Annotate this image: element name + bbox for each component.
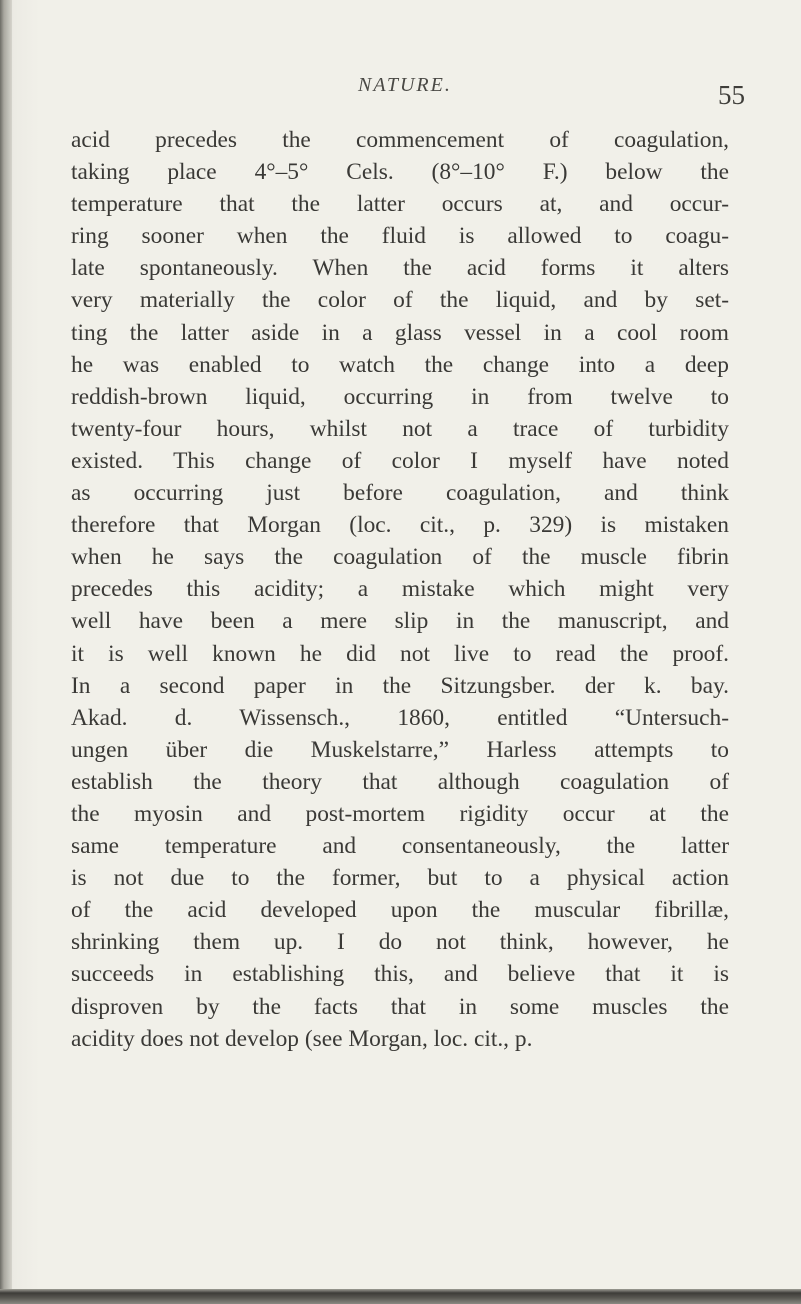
text-line: acid precedes the commencement of coagulation, (71, 127, 729, 153)
text-line: acidity does not develop (see Morgan, loc. cit., p. (71, 1025, 533, 1052)
text-line: ungen über die Muskelstarre,” Harless attempts to (71, 736, 729, 763)
text-line: it is well known he did not live to read the proof. (71, 640, 729, 667)
text-line: In a second paper in the Sitzungsber. der k. bay. (71, 672, 729, 699)
text-line: is not due to the former, but to a physical action (71, 865, 729, 892)
text-line: well have been a mere slip in the manuscript, and (71, 608, 729, 635)
text-line: temperature that the latter occurs at, and occur- (71, 191, 729, 218)
text-line: reddish-brown liquid, occurring in from twelve to (71, 383, 729, 410)
text-line: precedes this acidity; a mistake which might very (71, 576, 729, 603)
text-line: existed. This change of color I myself have noted (71, 447, 729, 474)
text-line: twenty-four hours, whilst not a trace of turbidity (71, 415, 729, 442)
text-line: ring sooner when the fluid is allowed to coagu- (71, 223, 729, 250)
text-line: when he says the coagulation of the muscle fibrin (71, 544, 729, 571)
running-title: NATURE. (358, 74, 452, 96)
page-number: 55 (718, 80, 745, 110)
text-line: therefore that Morgan (loc. cit., p. 329) is mistaken (71, 512, 729, 539)
page-header (0, 74, 801, 114)
text-line: establish the theory that although coagulation of (71, 768, 729, 795)
text-line: taking place 4°–5° Cels. (8°–10° F.) below the (71, 159, 729, 186)
text-line: Akad. d. Wissensch., 1860, entitled “Untersuch- (71, 704, 729, 731)
text-line: the myosin and post-mortem rigidity occur at the (71, 800, 729, 827)
book-spine-shadow (0, 0, 12, 1304)
text-line: he was enabled to watch the change into a deep (71, 351, 729, 378)
text-line: succeeds in establishing this, and believe that it is (71, 961, 729, 988)
text-line: ting the latter aside in a glass vessel in a cool room (71, 319, 729, 346)
page-bottom-edge (0, 1289, 801, 1304)
text-line: late spontaneously. When the acid forms it alters (71, 255, 729, 282)
body-paragraph (71, 124, 729, 1055)
text-line: very materially the color of the liquid, and by set- (71, 287, 729, 314)
text-line: of the acid developed upon the muscular fibrillæ, (71, 897, 729, 924)
text-line: same temperature and consentaneously, the latter (71, 833, 729, 860)
text-line: shrinking them up. I do not think, however, he (71, 929, 729, 956)
text-line: disproven by the facts that in some muscles the (71, 993, 729, 1020)
text-line: as occurring just before coagulation, and think (71, 480, 729, 507)
